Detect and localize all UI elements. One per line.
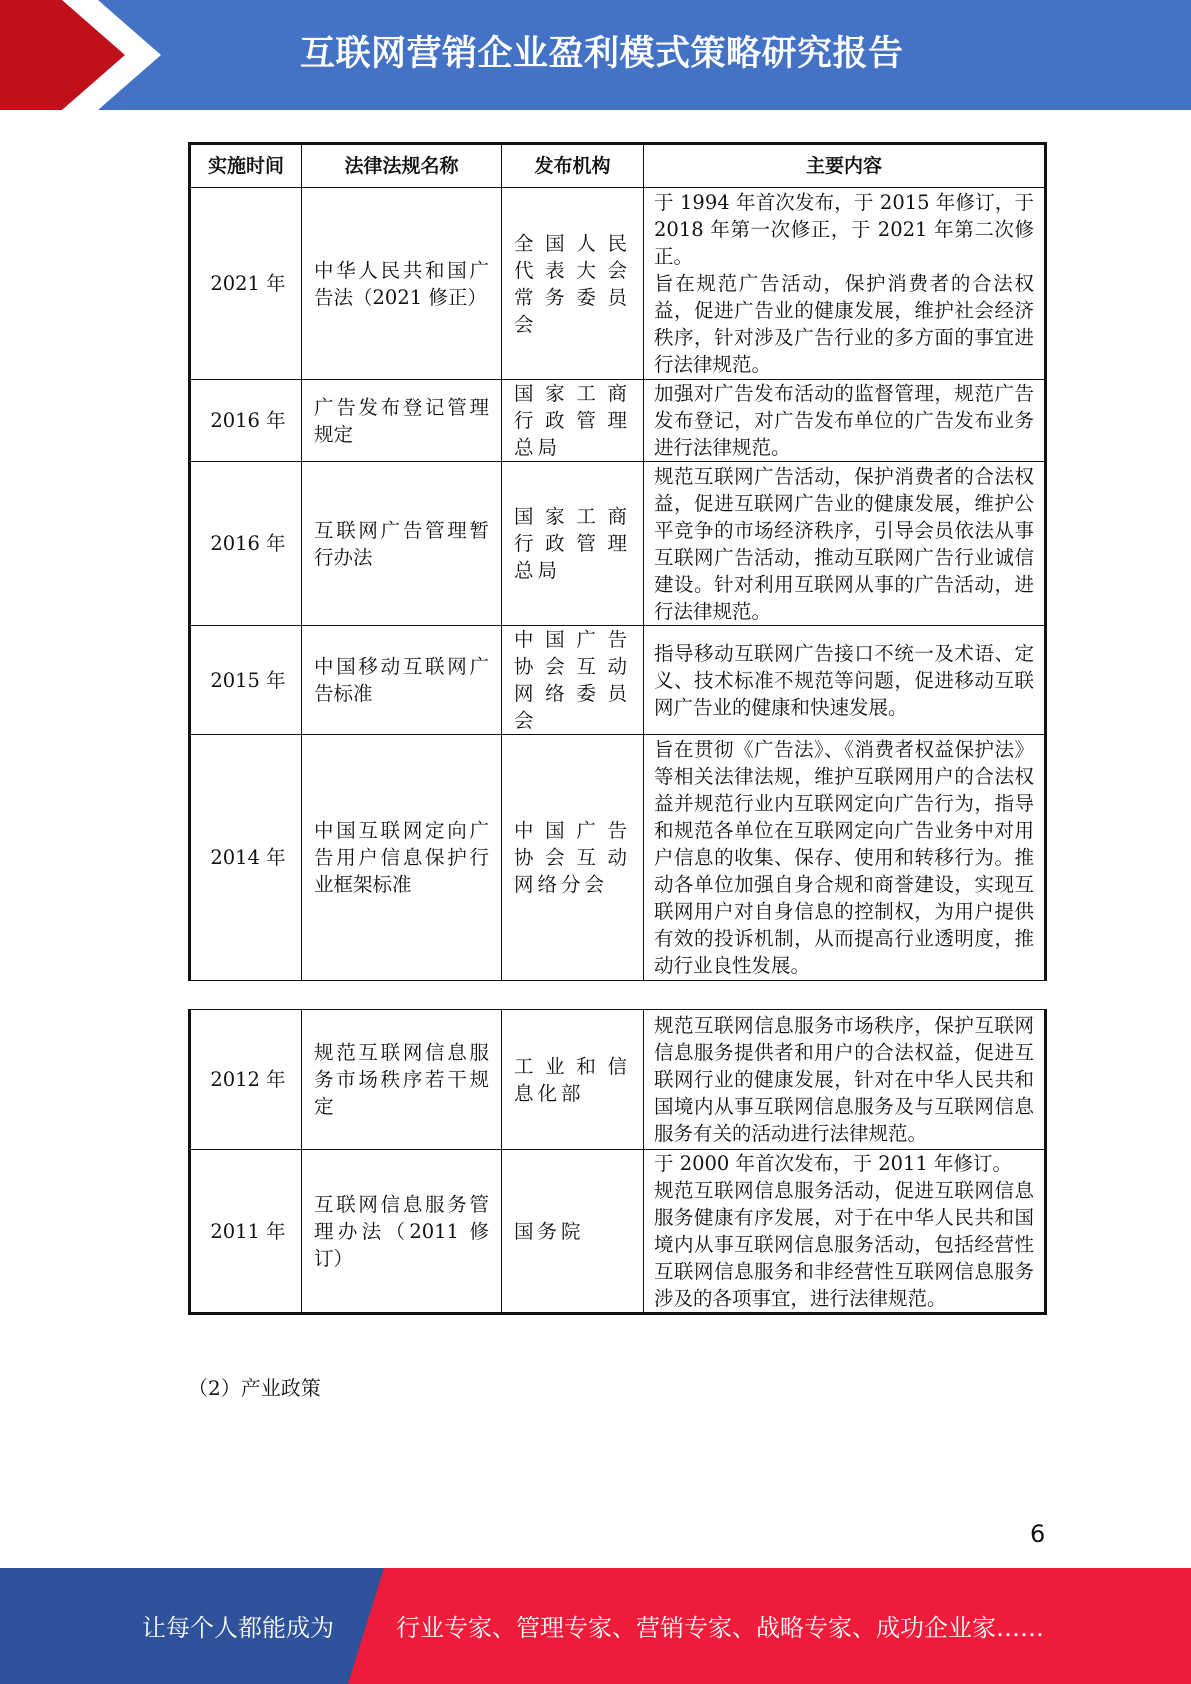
cell-content [644, 1150, 1046, 1314]
content-paragraph: 于 2000 年首次发布，于 2011 年修订。 [654, 1152, 1013, 1175]
cell-issuer: 中国广告协会互动网络委员会 [502, 626, 644, 735]
content-paragraph: 规范互联网信息服务市场秩序，保护互联网信息服务提供者和用户的合法权益，促进互联网行业的健康发展，针对在中华人民共和国境内从事互联网信息服务及与互联网信息服务有关的活动进行法律规范。 [654, 1014, 1034, 1145]
table-row [190, 188, 1046, 380]
table-row [190, 626, 1046, 735]
section-heading: （2）产业政策 [188, 1376, 321, 1400]
cell-law-name: 中国互联网定向广告用户信息保护行业框架标准 [302, 735, 502, 981]
regulations-table-part2 [188, 1009, 1047, 1315]
cell-law-name: 规范互联网信息服务市场秩序若干规定 [302, 1010, 502, 1150]
table-row [190, 1010, 1046, 1150]
regulations-table-part1 [188, 142, 1047, 981]
table-row [190, 735, 1046, 981]
cell-year: 2016 年 [190, 462, 302, 626]
cell-year: 2014 年 [190, 735, 302, 981]
page-header [0, 0, 1191, 110]
cell-year: 2015 年 [190, 626, 302, 735]
cell-law-name: 互联网信息服务管理办法（2011 修订） [302, 1150, 502, 1314]
cell-law-name: 互联网广告管理暂行办法 [302, 462, 502, 626]
cell-issuer: 工业和信息化部 [502, 1010, 644, 1150]
cell-law-name: 中华人民共和国广告法（2021 修正） [302, 188, 502, 380]
table-header-row [190, 144, 1046, 188]
table-row [190, 1150, 1046, 1314]
content-paragraph: 旨在贯彻《广告法》、《消费者权益保护法》等相关法律法规，维护互联网用户的合法权益并规范行业内互联网定向广告行为，指导和规范各单位在互联网定向广告业务中对用户信息的收集、保存、使用和转移行为。推动各单位加强自身合规和商誉建设，实现互联网用户对自身信息的控制权，为用户提供有效的投诉机制，从而提高行业透明度，推动行业良性发展。 [654, 738, 1034, 977]
cell-year: 2012 年 [190, 1010, 302, 1150]
cell-issuer: 国家工商行政管理总局 [502, 380, 644, 462]
cell-issuer: 全国人民代表大会常务委员会 [502, 188, 644, 380]
content-paragraph: 于 1994 年首次发布，于 2015 年修订，于 2018 年第一次修正，于 2021 年第二次修正。 [654, 191, 1034, 268]
cell-year: 2021 年 [190, 188, 302, 380]
cell-issuer: 国务院 [502, 1150, 644, 1314]
content-paragraph: 旨在规范广告活动，保护消费者的合法权益，促进广告业的健康发展，维护社会经济秩序，针对涉及广告行业的多方面的事宜进行法律规范。 [654, 272, 1034, 376]
cell-year: 2016 年 [190, 380, 302, 462]
content-paragraph: 加强对广告发布活动的监督管理，规范广告发布登记，对广告发布单位的广告发布业务进行法律规范。 [654, 382, 1034, 459]
column-header: 发布机构 [502, 144, 644, 188]
table-row [190, 462, 1046, 626]
cell-law-name: 广告发布登记管理规定 [302, 380, 502, 462]
cell-content [644, 380, 1046, 462]
cell-issuer: 中国广告协会互动网络分会 [502, 735, 644, 981]
cell-year: 2011 年 [190, 1150, 302, 1314]
report-title: 互联网营销企业盈利模式策略研究报告 [300, 34, 904, 74]
cell-content [644, 1010, 1046, 1150]
cell-content [644, 188, 1046, 380]
column-header: 实施时间 [190, 144, 302, 188]
footer-slogan-left: 让每个人都能成为 [142, 1614, 334, 1642]
cell-content [644, 735, 1046, 981]
column-header: 主要内容 [644, 144, 1046, 188]
table-row [190, 380, 1046, 462]
cell-content [644, 626, 1046, 735]
content-paragraph: 规范互联网广告活动，保护消费者的合法权益，促进互联网广告业的健康发展，维护公平竞争的市场经济秩序，引导会员依法从事互联网广告活动，推动互联网广告行业诚信建设。针对利用互联网从事的广告活动，进行法律规范。 [654, 464, 1034, 623]
cell-law-name: 中国移动互联网广告标准 [302, 626, 502, 735]
content-paragraph: 规范互联网信息服务活动，促进互联网信息服务健康有序发展，对于在中华人民共和国境内从事互联网信息服务活动，包括经营性互联网信息服务和非经营性互联网信息服务涉及的各项事宜，进行法律规范。 [654, 1179, 1034, 1310]
page-footer [0, 1568, 1191, 1684]
column-header: 法律法规名称 [302, 144, 502, 188]
content-paragraph: 指导移动互联网广告接口不统一及术语、定义、技术标准不规范等问题，促进移动互联网广告业的健康和快速发展。 [654, 641, 1034, 719]
footer-slogan-right: 行业专家、管理专家、营销专家、战略专家、成功企业家…… [396, 1614, 1044, 1642]
cell-issuer: 国家工商行政管理总局 [502, 462, 644, 626]
cell-content [644, 462, 1046, 626]
page-number: 6 [1030, 1520, 1046, 1548]
